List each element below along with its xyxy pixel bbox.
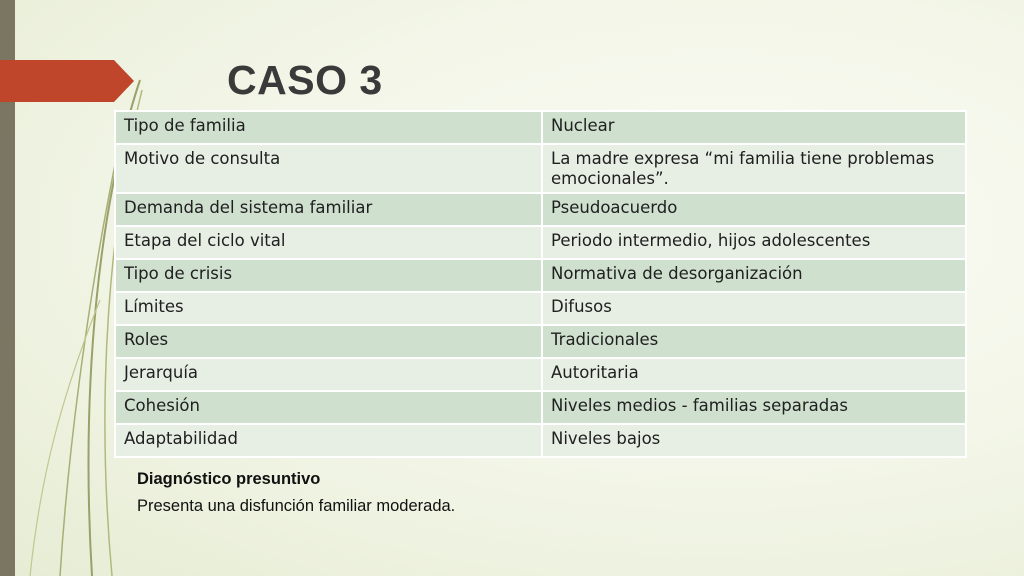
row-value: Nuclear	[542, 111, 966, 144]
diagnosis-text: Presenta una disfunción familiar moderada.	[137, 497, 456, 515]
row-label: Roles	[115, 325, 542, 358]
table-row	[115, 144, 966, 193]
row-value: Autoritaria	[542, 358, 966, 391]
row-label: Cohesión	[115, 391, 542, 424]
row-value: Niveles medios - familias separadas	[542, 391, 966, 424]
table-row	[115, 292, 966, 325]
table-row	[115, 424, 966, 457]
row-label: Motivo de consulta	[115, 144, 542, 193]
row-label: Adaptabilidad	[115, 424, 542, 457]
row-value: La madre expresa “mi familia tiene problemas emocionales”.	[542, 144, 966, 193]
row-label: Demanda del sistema familiar	[115, 193, 542, 226]
table-row	[115, 391, 966, 424]
case-table	[114, 110, 967, 458]
table-row	[115, 226, 966, 259]
diagnosis-heading: Diagnóstico presuntivo	[137, 470, 321, 488]
row-label: Límites	[115, 292, 542, 325]
table-row	[115, 259, 966, 292]
diagnosis-section	[137, 470, 455, 516]
row-value: Periodo intermedio, hijos adolescentes	[542, 226, 966, 259]
table-row	[115, 358, 966, 391]
row-label: Tipo de crisis	[115, 259, 542, 292]
slide-title: CASO 3	[227, 57, 383, 103]
row-value: Difusos	[542, 292, 966, 325]
accent-arrow-shape	[0, 60, 134, 102]
row-value: Pseudoacuerdo	[542, 193, 966, 226]
table-row	[115, 193, 966, 226]
table-row	[115, 325, 966, 358]
row-label: Etapa del ciclo vital	[115, 226, 542, 259]
row-value: Tradicionales	[542, 325, 966, 358]
row-label: Tipo de familia	[115, 111, 542, 144]
row-label: Jerarquía	[115, 358, 542, 391]
row-value: Normativa de desorganización	[542, 259, 966, 292]
row-value: Niveles bajos	[542, 424, 966, 457]
table-row	[115, 111, 966, 144]
